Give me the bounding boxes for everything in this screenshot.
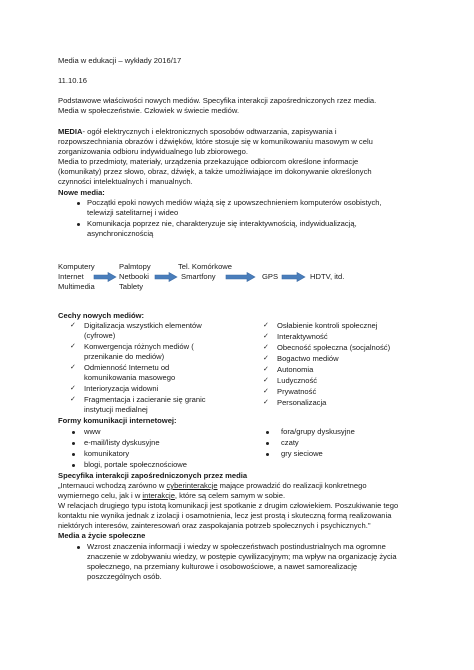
new-media-bullet-2-line-1: Komunikacja poprzez nie, charakteryzuje się interaktywnością, indywidualizacją, (87, 219, 357, 228)
checkmark-icon: ✓ (70, 343, 76, 350)
bullet-dot (72, 442, 75, 445)
flow-col3-top: Tel. Komórkowe (178, 262, 233, 271)
specifics-line-2 (58, 491, 285, 501)
specifics-heading: Specyfika interakcji zapośredniczonych przez media (58, 471, 248, 480)
feature-right-2: Interaktywność (277, 332, 328, 341)
lecture-date: 11.10.16 (58, 76, 87, 85)
checkmark-icon: ✓ (263, 366, 269, 373)
bullet-dot (72, 453, 75, 456)
media-definition-line-5: (komunikaty) przez słowo, obraz, dźwięk, a także umożliwiające im dokonywanie określonych (58, 167, 372, 176)
specifics-text: mające prowadzić do realizacji konkretnego (217, 481, 367, 490)
intro-line-2: Media w społeczeństwie. Człowiek w świecie mediów. (58, 106, 240, 115)
feature-left-2-cont: przenikanie do mediów) (84, 352, 165, 361)
media-definition-line-6: czynności intelektualnych i manualnych. (58, 177, 193, 186)
flow-col1-item-3: Multimedia (58, 282, 95, 291)
specifics-line-5: niektórych interesów, zainteresowań oraz zaspokajania potrzeb społecznych i psychicznych." (58, 521, 371, 530)
society-line-3: społecznego, na przemiany kulturowe i osobowościowe, a nawet samorealizację (87, 562, 358, 571)
new-media-bullet-2-line-2: asynchronicznością (87, 229, 154, 238)
form-left-4: blogi, portale społecznościowe (84, 460, 187, 469)
feature-right-8: Personalizacja (277, 398, 327, 407)
form-right-1: fora/grupy dyskusyjne (281, 427, 355, 436)
feature-left-1-cont: (cyfrowe) (84, 331, 116, 340)
checkmark-icon: ✓ (70, 396, 76, 403)
form-right-2: czaty (281, 438, 299, 447)
checkmark-icon: ✓ (70, 385, 76, 392)
feature-left-4: Interioryzacja widowni (84, 384, 159, 393)
bullet-dot (77, 546, 80, 549)
society-line-1: Wzrost znaczenia informacji i wiedzy w społeczeństwach postindustrialnych ma ogromne (87, 542, 386, 551)
media-definition-line-1 (58, 127, 337, 137)
new-media-heading: Nowe media: (58, 188, 105, 197)
feature-right-6: Ludyczność (277, 376, 318, 385)
media-term: MEDIA (58, 127, 83, 136)
features-heading: Cechy nowych mediów: (58, 311, 145, 320)
media-definition-line-4: Media to przedmioty, materiały, urządzenia przekazujące odbiorcom określone informacje (58, 157, 359, 166)
forms-heading: Formy komunikacji internetowej: (58, 416, 177, 425)
flow-arrow-icon (225, 272, 256, 282)
checkmark-icon: ✓ (263, 355, 269, 362)
feature-left-5: Fragmentacja i zacieranie się granic (84, 395, 206, 404)
bullet-dot (266, 431, 269, 434)
media-definition-line-3: zorganizowania odbioru indywidualnego lub zbiorowego. (58, 147, 248, 156)
media-definition-text: - ogół elektrycznych i elektronicznych sposobów odtwarzania, zapisywania i (82, 127, 337, 136)
specifics-underlined-term: interakcje (142, 491, 175, 500)
flow-col1-item-2: Internet (58, 272, 84, 281)
checkmark-icon: ✓ (263, 388, 269, 395)
new-media-bullet-1-line-1: Początki epoki nowych mediów wiążą się z upowszechnieniem komputerów osobistych, (87, 198, 382, 207)
bullet-dot (266, 453, 269, 456)
feature-left-3-cont: komunikowania masowego (84, 373, 176, 382)
form-left-1: www (84, 427, 101, 436)
checkmark-icon: ✓ (263, 333, 269, 340)
feature-right-7: Prywatność (277, 387, 317, 396)
specifics-line-1 (58, 481, 367, 491)
checkmark-icon: ✓ (70, 364, 76, 371)
flow-col2-item-2: Netbooki (119, 272, 149, 281)
flow-col2-item-3: Tablety (119, 282, 144, 291)
form-right-3: gry sieciowe (281, 449, 323, 458)
flow-arrow-icon (93, 272, 117, 282)
feature-right-5: Autonomia (277, 365, 314, 374)
flow-arrow-icon (154, 272, 178, 282)
feature-left-5-cont: instytucji medialnej (84, 405, 148, 414)
new-media-bullet-1-line-2: telewizji satelitarnej i wideo (87, 208, 179, 217)
flow-arrow-icon (281, 272, 306, 282)
flow-col5-item: HDTV, itd. (310, 272, 345, 281)
specifics-line-3: W relacjach drugiego typu istotą komunikacji jest spotkanie z drugim człowiekiem. Poszukiwanie tego (58, 501, 399, 510)
bullet-dot (77, 223, 80, 226)
feature-right-4: Bogactwo mediów (277, 354, 339, 363)
feature-left-2: Konwergencja różnych mediów ( (84, 342, 194, 351)
feature-left-3: Odmienność Internetu od (84, 363, 170, 372)
society-heading: Media a życie społeczne (58, 531, 146, 540)
form-left-3: komunikatory (84, 449, 130, 458)
feature-right-1: Osłabienie kontroli społecznej (277, 321, 378, 330)
society-line-4: poszczególnych osób. (87, 572, 162, 581)
feature-left-1: Digitalizacja wszystkich elementów (84, 321, 202, 330)
flow-col2-item-1: Palmtopy (119, 262, 151, 271)
specifics-line-4: kontaktu nie wynika jednak z izolacji i osamotnienia, lecz jest prostą i skuteczną formą realizowania (58, 511, 392, 520)
society-line-2: znaczenie w zdobywaniu wiedzy, w postępie cywilizacyjnym; ma wpływ na organizację życia (87, 552, 397, 561)
specifics-underlined-term: cyberinterakcje (166, 481, 218, 490)
checkmark-icon: ✓ (263, 344, 269, 351)
checkmark-icon: ✓ (70, 322, 76, 329)
document-title: Media w edukacji – wykłady 2016/17 (58, 56, 182, 65)
bullet-dot (266, 442, 269, 445)
intro-line-1: Podstawowe właściwości nowych mediów. Specyfika interakcji zapośredniczonych rzez media. (58, 96, 377, 105)
checkmark-icon: ✓ (263, 377, 269, 384)
specifics-text: „Internauci wchodzą zarówno w (58, 481, 167, 490)
bullet-dot (72, 464, 75, 467)
specifics-text: , które są celem samym w sobie. (174, 491, 286, 500)
specifics-text: wymiernego celu, jak i w (58, 491, 143, 500)
flow-col1-item-1: Komputery (58, 262, 95, 271)
flow-col4-item: GPS (262, 272, 279, 281)
bullet-dot (77, 202, 80, 205)
checkmark-icon: ✓ (263, 399, 269, 406)
flow-col3-item: Smartfony (181, 272, 216, 281)
checkmark-icon: ✓ (263, 322, 269, 329)
media-definition-line-2: rozpowszechniania obrazów i dźwięków, które stosuje się w komunikowaniu masowym w celu (58, 137, 373, 146)
bullet-dot (72, 431, 75, 434)
feature-right-3: Obecność społeczna (socjalność) (277, 343, 391, 352)
form-left-2: e-mail/listy dyskusyjne (84, 438, 160, 447)
